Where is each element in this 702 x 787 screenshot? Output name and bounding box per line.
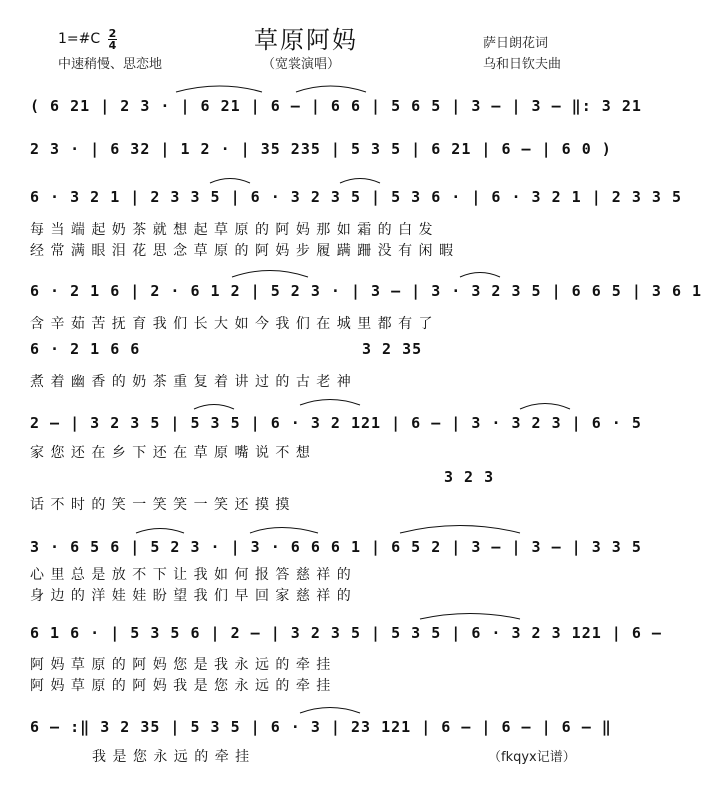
transcriber-credit: （fkqyx记谱） [488,750,576,765]
score-line-6: 2 – | 3 2 3 5 | 5 3 5 | 6 · 3 2 121 | 6 – | 3 · 3 2 3 | 6 · 5 [30,414,642,432]
score-line-2: 2 3 · | 6 32 | 1 2 · | 35 235 | 5 3 5 | 6 21 | 6 – | 6 0 ) [30,140,612,158]
lyric-line-9a: 阿 妈 草 原 的 阿 妈 您 是 我 永 远 的 牵 挂 [30,657,332,673]
score-line-1: ( 6 21 | 2 3 · | 6 21 | 6 – | 6 6 | 5 6 5 | 3 – | 3 – ‖: 3 21 [30,97,642,115]
lyric-line-8b: 身 边 的 洋 娃 娃 盼 望 我 们 早 回 家 慈 祥 的 [30,588,352,604]
slur-mark [176,86,262,92]
score-line-5a: 6 · 2 1 6 6 [30,340,141,358]
lyric-line-9b: 阿 妈 草 原 的 阿 妈 我 是 您 永 远 的 牵 挂 [30,678,332,694]
slur-mark [136,529,184,534]
lyric-line-3a: 每 当 端 起 奶 茶 就 想 起 草 原 的 阿 妈 那 如 霜 的 白 发 [30,222,434,238]
lyric-line-10: 我 是 您 永 远 的 牵 挂 [92,749,251,765]
lyric-line-6: 家 您 还 在 乡 下 还 在 草 原 嘴 说 不 想 [30,445,311,461]
score-line-8: 3 · 6 5 6 | 5 2 3 · | 3 · 6 6 6 1 | 6 5 2 | 3 – | 3 – | 3 3 5 [30,538,642,556]
score-line-10: 6 – :‖ 3 2 35 | 5 3 5 | 6 · 3 | 23 121 | 6 – | 6 – | 6 – ‖ [30,718,612,736]
score-line-3: 6 · 3 2 1 | 2 3 3 5 | 6 · 3 2 3 5 | 5 3 6 · | 6 · 3 2 1 | 2 3 3 5 [30,188,682,206]
song-title: 草原阿妈 [254,26,358,54]
slur-mark [296,86,366,92]
slur-mark [232,271,308,278]
time-signature-top: 2 [108,27,117,40]
slur-mark [300,708,360,714]
composer-credit: 乌和日钦夫曲 [483,57,562,72]
lyricist-credit: 萨日朗花词 [483,36,549,51]
performer-credit: （宽裳演唱） [262,57,341,72]
lyric-line-3b: 经 常 满 眼 泪 花 思 念 草 原 的 阿 妈 步 履 蹒 跚 没 有 闲 暇 [30,243,455,259]
lyric-line-5: 煮 着 幽 香 的 奶 茶 重 复 着 讲 过 的 古 老 神 [30,374,352,390]
key-signature: 1=#C [58,31,101,47]
slur-mark [250,528,318,534]
slur-mark [340,179,380,184]
slur-mark [520,404,570,410]
score-line-7: 3 2 3 [444,468,495,486]
slur-mark [400,526,520,534]
lyric-line-7: 话 不 时 的 笑 一 笑 笑 一 笑 还 摸 摸 [30,497,291,513]
slur-mark [194,405,234,410]
slur-mark [300,400,360,406]
tempo-marking: 中速稍慢、思恋地 [58,57,163,72]
score-line-4: 6 · 2 1 6 | 2 · 6 1 2 | 5 2 3 · | 3 – | 3 · 3 2 3 5 | 6 6 5 | 3 6 1 [30,282,702,300]
lyric-line-4: 含 辛 茹 苦 抚 育 我 们 长 大 如 今 我 们 在 城 里 都 有 了 [30,316,434,332]
lyric-line-8a: 心 里 总 是 放 不 下 让 我 如 何 报 答 慈 祥 的 [30,567,352,583]
slur-mark [210,179,250,184]
score-line-5b: 3 2 35 [362,340,423,358]
score-line-9: 6 1 6 · | 5 3 5 6 | 2 – | 3 2 3 5 | 5 3 5 | 6 · 3 2 3 121 | 6 – [30,624,662,642]
time-signature-bottom: 4 [108,39,117,52]
slur-mark [460,273,500,278]
slur-mark [420,614,520,620]
